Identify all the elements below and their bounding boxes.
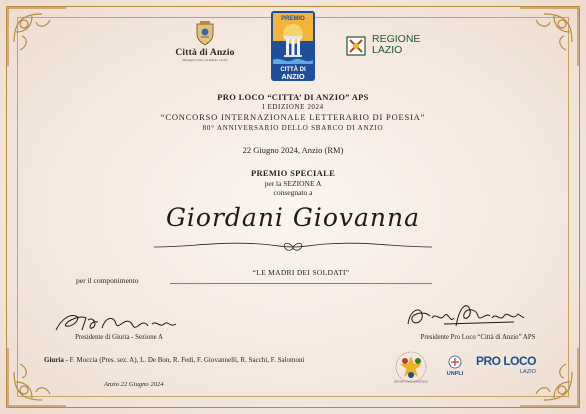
poem-for-label: per il componimento (76, 276, 139, 285)
anzio-crest-icon (194, 20, 216, 46)
citta-di-anzio-logo (160, 20, 250, 62)
jury-label: Giuria (44, 356, 64, 364)
anniversary: 80° ANNIVERSARIO DELLO SBARCO DI ANZIO (202, 124, 384, 132)
jury-members: - F. Moccia (Pres. sez. A), L. De Bon, R. Fedi, F. Giovannelli, R. Sacchi, F. Salomoni (63, 356, 305, 364)
jury-president-signature-icon (52, 308, 182, 334)
corner-ornament-icon (2, 342, 72, 412)
poem-title-underline (170, 283, 432, 284)
poem-title: “LE MADRI DEI SOLDATI” (252, 268, 350, 277)
logo-premio-text: PREMIO (281, 16, 305, 22)
badge-text: SERVIZIO CIVILE UNIVERSALE (394, 380, 428, 384)
corner-ornament-icon (2, 2, 72, 72)
flourish-divider-icon (150, 238, 436, 256)
logo-city-line1: CITTÀ DI (280, 67, 306, 73)
proloco-sub-text: LAZIO (520, 369, 536, 375)
award-section: per la SEZIONE A (264, 179, 322, 188)
award-title: PREMIO SPECIALE (250, 168, 336, 178)
city-name: Città di Anzio (175, 48, 235, 58)
servizio-civile-badge-icon (394, 350, 428, 384)
regione-line2: LAZIO (372, 44, 403, 56)
proloco-text: PRO LOCO (476, 354, 537, 368)
premio-citta-di-anzio-logo (270, 10, 316, 82)
corner-ornament-icon (514, 2, 584, 72)
winner-name: Giordani Giovanna (165, 203, 421, 232)
jury-list (44, 356, 304, 364)
regione-lazio-logo (346, 34, 436, 60)
footer-date: Anzio 22 Giugno 2024 (104, 381, 164, 388)
unpli-logo (438, 354, 472, 378)
proloco-lazio-logo (476, 354, 546, 378)
unpli-text: UNPLI (446, 371, 464, 377)
award-assigned: consegnato a (273, 188, 313, 197)
date-place: 22 Giugno 2024, Anzio (RM) (242, 145, 344, 155)
regione-lazio-icon (346, 36, 366, 56)
regione-line1: REGIONE (372, 33, 421, 45)
proloco-president-signature-icon (404, 300, 529, 330)
proloco-president-label: Presidente Pro Loco “Città di Anzio” APS (420, 334, 536, 341)
organizer: PRO LOCO “CITTA’ DI ANZIO” APS (217, 92, 369, 102)
jury-president-label: Presidente di Giuria - Sezione A (75, 334, 163, 341)
city-subtitle: Medaglia d'Oro al Merito Civile (182, 58, 228, 62)
contest-title: “CONCORSO INTERNAZIONALE LETTERARIO DI POESIA” (160, 112, 426, 122)
edition: I EDIZIONE 2024 (262, 103, 324, 111)
logo-city-line2: ANZIO (281, 72, 305, 81)
